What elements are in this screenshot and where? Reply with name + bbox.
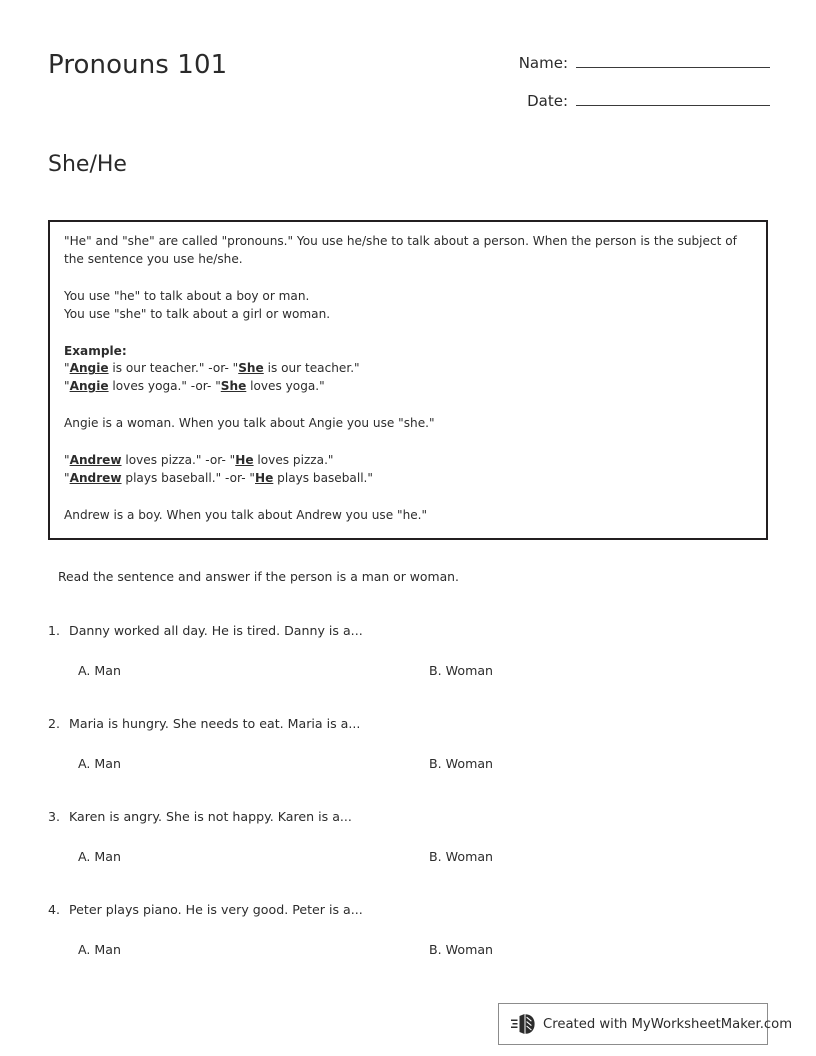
- date-field-input[interactable]: [576, 88, 770, 106]
- attribution-badge-text: Created with MyWorksheetMaker.com: [543, 1016, 793, 1032]
- question-item-3: [48, 808, 768, 901]
- question-3-option-b[interactable]: B. Woman: [429, 849, 494, 864]
- example-2-middle: loves yoga." -or- ": [108, 379, 221, 394]
- example-3-end: loves pizza.": [253, 453, 334, 468]
- info-usage-he: [64, 288, 752, 306]
- example-4-pronoun: He: [255, 471, 274, 486]
- worksheet-maker-logo-icon: [511, 1012, 537, 1036]
- directions-text: Read the sentence and answer if the person is a man or woman.: [58, 569, 459, 584]
- question-2-option-a[interactable]: A. Man: [78, 756, 121, 771]
- example-2-name: Angie: [69, 379, 109, 394]
- student-meta-block: [498, 50, 770, 126]
- question-4-option-a[interactable]: A. Man: [78, 942, 121, 957]
- question-2-number: 2.: [48, 716, 61, 731]
- example-4-open-quote: ": [64, 471, 70, 486]
- example-1-name: Angie: [69, 361, 109, 376]
- example-heading-label: Example:: [64, 343, 127, 358]
- example-1-end: is our teacher.": [263, 361, 360, 376]
- example-1-middle: is our teacher." -or- ": [108, 361, 239, 376]
- question-3-text: Karen is angry. She is not happy. Karen is a...: [69, 809, 352, 824]
- question-1-number: 1.: [48, 623, 61, 638]
- question-1-option-b[interactable]: B. Woman: [429, 663, 494, 678]
- example-4-middle: plays baseball." -or- ": [121, 471, 255, 486]
- question-item-2: [48, 715, 768, 808]
- question-4-text: Peter plays piano. He is very good. Peter is a...: [69, 902, 363, 917]
- question-3-line: [48, 808, 768, 825]
- date-field-row: [498, 88, 770, 126]
- question-4-option-b[interactable]: B. Woman: [429, 942, 494, 957]
- question-item-1: [48, 622, 768, 715]
- question-2-text: Maria is hungry. She needs to eat. Maria is a...: [69, 716, 361, 731]
- lesson-info-box: [48, 220, 768, 540]
- question-list: [48, 622, 768, 994]
- question-3-number: 3.: [48, 809, 61, 824]
- example-heading: [64, 343, 752, 361]
- example-1-pronoun: She: [238, 361, 264, 376]
- example-3-name: Andrew: [69, 453, 122, 468]
- info-paragraph-definition: "He" and "she" are called "pronouns." You use he/she to talk about a person. When the person is the subject of the sentence you use he/she.: [64, 234, 737, 266]
- explanation-female-text: Angie is a woman. When you talk about Angie you use "she.": [64, 416, 435, 431]
- question-1-options: [48, 663, 768, 678]
- question-1-line: [48, 622, 768, 639]
- explanation-female: [64, 415, 752, 433]
- example-line-1: [64, 360, 752, 378]
- example-3-open-quote: ": [64, 453, 70, 468]
- name-field-row: [498, 50, 770, 88]
- example-4-name: Andrew: [69, 471, 122, 486]
- example-2-end: loves yoga.": [246, 379, 325, 394]
- section-title: She/He: [48, 152, 127, 177]
- question-3-option-a[interactable]: A. Man: [78, 849, 121, 864]
- example-4-end: plays baseball.": [273, 471, 373, 486]
- question-4-number: 4.: [48, 902, 61, 917]
- example-line-4: [64, 470, 752, 488]
- info-usage-he-text: You use "he" to talk about a boy or man.: [64, 288, 310, 303]
- example-line-3: [64, 452, 752, 470]
- example-2-open-quote: ": [64, 379, 70, 394]
- page-title: Pronouns 101: [48, 50, 228, 80]
- question-2-line: [48, 715, 768, 732]
- name-field-label: Name:: [518, 54, 568, 72]
- question-1-text: Danny worked all day. He is tired. Danny is a...: [69, 623, 363, 638]
- question-2-option-b[interactable]: B. Woman: [429, 756, 494, 771]
- date-field-label: Date:: [527, 92, 568, 110]
- question-1-option-a[interactable]: A. Man: [78, 663, 121, 678]
- example-line-2: [64, 378, 752, 396]
- explanation-male: [64, 507, 752, 525]
- question-2-options: [48, 756, 768, 771]
- name-field-input[interactable]: [576, 50, 770, 68]
- info-usage-she: [64, 306, 752, 324]
- question-3-options: [48, 849, 768, 864]
- question-item-4: [48, 901, 768, 994]
- example-3-middle: loves pizza." -or- ": [121, 453, 236, 468]
- example-1-open-quote: ": [64, 361, 70, 376]
- example-3-pronoun: He: [235, 453, 254, 468]
- question-4-line: [48, 901, 768, 918]
- attribution-badge[interactable]: [498, 1003, 793, 1045]
- question-4-options: [48, 942, 768, 957]
- info-usage-she-text: You use "she" to talk about a girl or woman.: [64, 306, 331, 321]
- explanation-male-text: Andrew is a boy. When you talk about Andrew you use "he.": [64, 507, 428, 522]
- example-2-pronoun: She: [220, 379, 247, 394]
